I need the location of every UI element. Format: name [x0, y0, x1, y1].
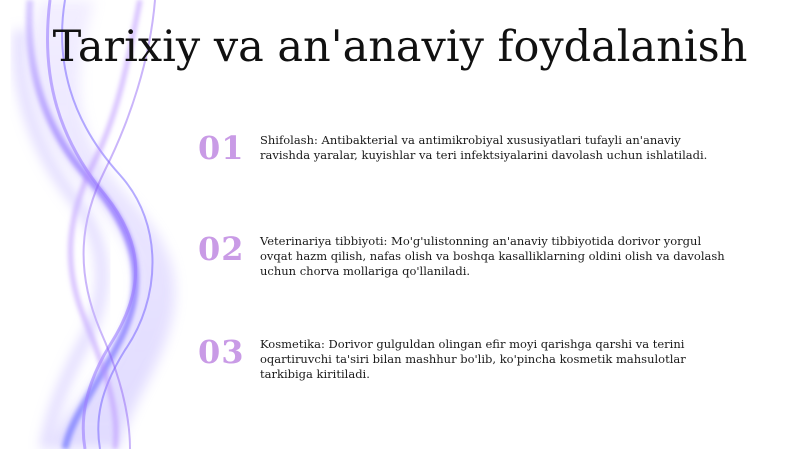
item-text: Veterinariya tibbiyoti: Mo'g'ulistonning an'anaviy tibbiyotida dorivor yorgul ovqat hazm qilish, nafas olish va boshqa kasalliklarning oldini olish va davolash uchun chorva mollariga qo'llaniladi. — [260, 234, 725, 278]
item-text: Shifolash: Antibakterial va antimikrobiyal xususiyatlari tufayli an'anaviy ravishda yaralar, kuyishlar va teri infektsiyalarini davolash uchun ishlatiladi. — [260, 133, 708, 162]
item-number: 03 — [198, 333, 245, 371]
item-number: 01 — [198, 129, 245, 167]
item-number: 02 — [198, 230, 245, 268]
slide-title: Tarixiy va an'anaviy foydalanish — [52, 22, 748, 72]
item-text: Kosmetika: Dorivor gulguldan olingan efir moyi qarishga qarshi va terini oqartiruvchi ta'siri bilan mashhur bo'lib, ko'pincha kosmetik mahsulotlar tarkibiga kiritiladi. — [260, 337, 686, 381]
